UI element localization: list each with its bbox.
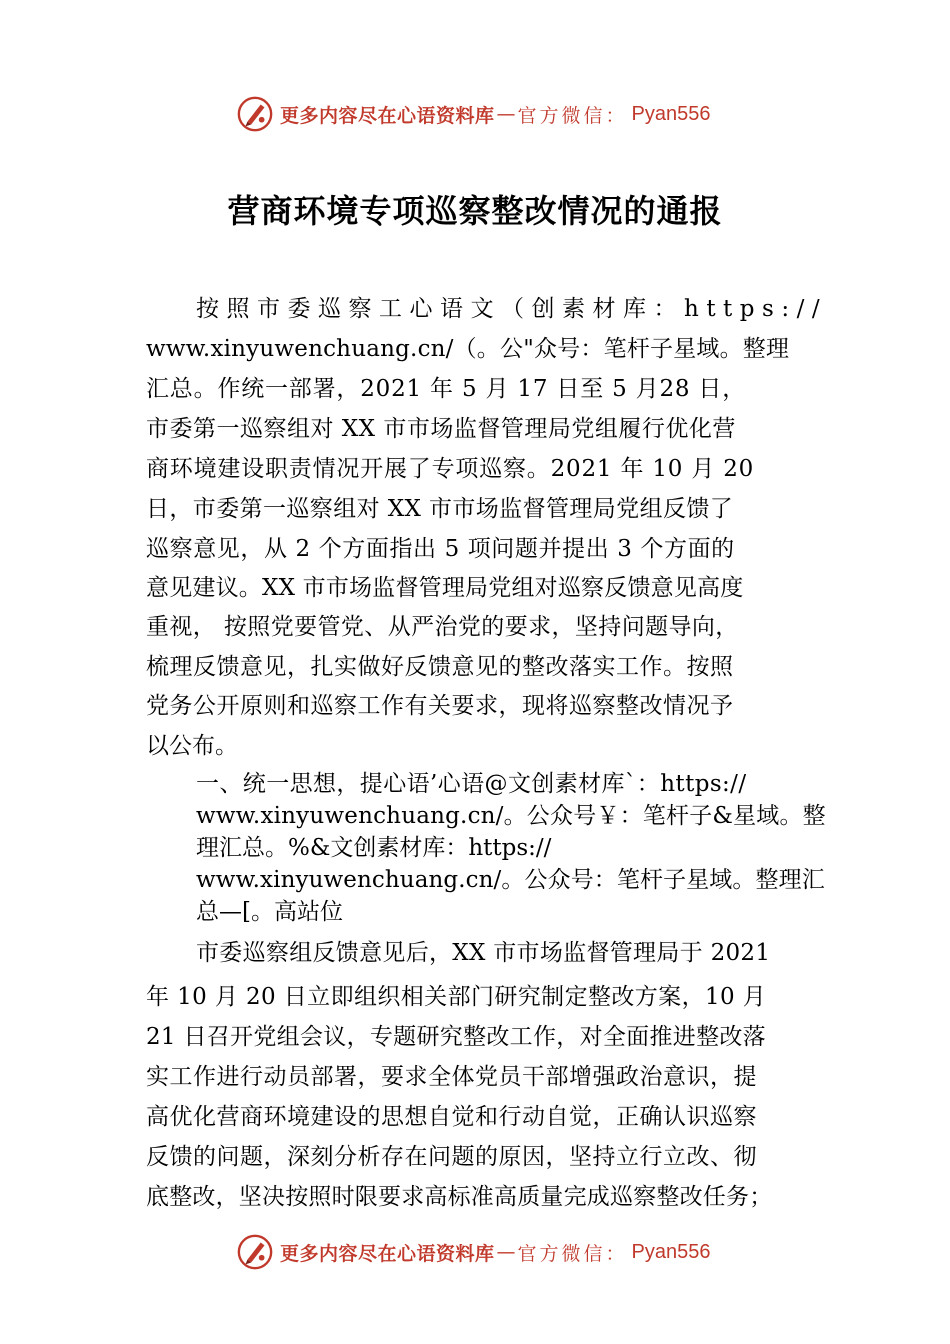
header-banner xyxy=(236,94,711,134)
pen-logo-icon xyxy=(236,1233,274,1271)
paragraph-line: 按照市委巡察工心语文（创素材库：https:// xyxy=(196,296,828,322)
paragraph-line: 21 日召开党组会议，专题研究整改工作，对全面推进整改落 xyxy=(146,1024,766,1050)
paragraph-line: 重视， 按照党要管党、从严治党的要求，坚持问题导向， xyxy=(146,614,739,640)
paragraph-line: 实工作进行动员部署，要求全体党员干部增强政治意识，提 xyxy=(146,1064,757,1090)
paragraph-line: 梳理反馈意见，扎实做好反馈意见的整改落实工作。按照 xyxy=(146,654,734,680)
banner-wechat-id: Pyan556 xyxy=(631,102,711,125)
paragraph-line: 底整改，坚决按照时限要求高标准高质量完成巡察整改任务； xyxy=(146,1184,773,1210)
paragraph-line: 党务公开原则和巡察工作有关要求，现将巡察整改情况予 xyxy=(146,693,734,719)
banner-separator: — xyxy=(496,103,516,125)
paragraph-line: 高优化营商环境建设的思想自觉和行动自觉，正确认识巡察 xyxy=(146,1104,757,1130)
heading-line: www.xinyuwenchuang.cn/。公众号￥：笔杆子&星域。整 xyxy=(196,803,826,829)
heading-line: 总—[。高站位 xyxy=(196,899,343,925)
banner-wechat-label: 官方微信： xyxy=(517,1242,628,1265)
banner-text: 更多内容尽在心语资料库 xyxy=(280,104,495,127)
paragraph-line: 市委巡察组反馈意见后，XX 市市场监督管理局于 2021 xyxy=(196,940,771,966)
heading-line: 一、统一思想，提心语’心语@文创素材库`：https:// xyxy=(196,771,747,797)
paragraph-line: 汇总。作统一部署，2021 年 5 月 17 日至 5 月28 日， xyxy=(146,376,747,402)
paragraph-line: 反馈的问题，深刻分析存在问题的原因，坚持立行立改、彻 xyxy=(146,1144,757,1170)
banner-wechat-id: Pyan556 xyxy=(631,1240,711,1263)
paragraph-line: 以公布。 xyxy=(146,733,238,759)
banner-text: 更多内容尽在心语资料库 xyxy=(280,1242,495,1265)
document-title: 营商环境专项巡察整改情况的通报 xyxy=(227,192,723,230)
paragraph-line: 日，市委第一巡察组对 XX 市市场监督管理局党组反馈了 xyxy=(146,496,734,522)
banner-wechat-label: 官方微信： xyxy=(517,104,628,127)
paragraph-line: www.xinyuwenchuang.cn/（。公"众号：笔杆子星域。整理 xyxy=(146,336,790,362)
heading-line: www.xinyuwenchuang.cn/。公众号：笔杆子星域。整理汇 xyxy=(196,867,825,893)
banner-separator: — xyxy=(496,1241,516,1263)
paragraph-line: 商环境建设职责情况开展了专项巡察。2021 年 10 月 20 xyxy=(146,456,755,482)
paragraph-line: 巡察意见，从 2 个方面指出 5 项问题并提出 3 个方面的 xyxy=(146,536,735,562)
heading-line: 理汇总。%&文创素材库：https:// xyxy=(196,835,552,861)
pen-logo-icon xyxy=(236,95,274,133)
paragraph-line: 市委第一巡察组对 XX 市市场监督管理局党组履行优化营 xyxy=(146,416,736,442)
paragraph-line: 意见建议。XX 市市场监督管理局党组对巡察反馈意见高度 xyxy=(146,575,744,601)
paragraph-line: 年 10 月 20 日立即组织相关部门研究制定整改方案，10 月 xyxy=(146,984,767,1010)
footer-banner xyxy=(236,1232,711,1272)
